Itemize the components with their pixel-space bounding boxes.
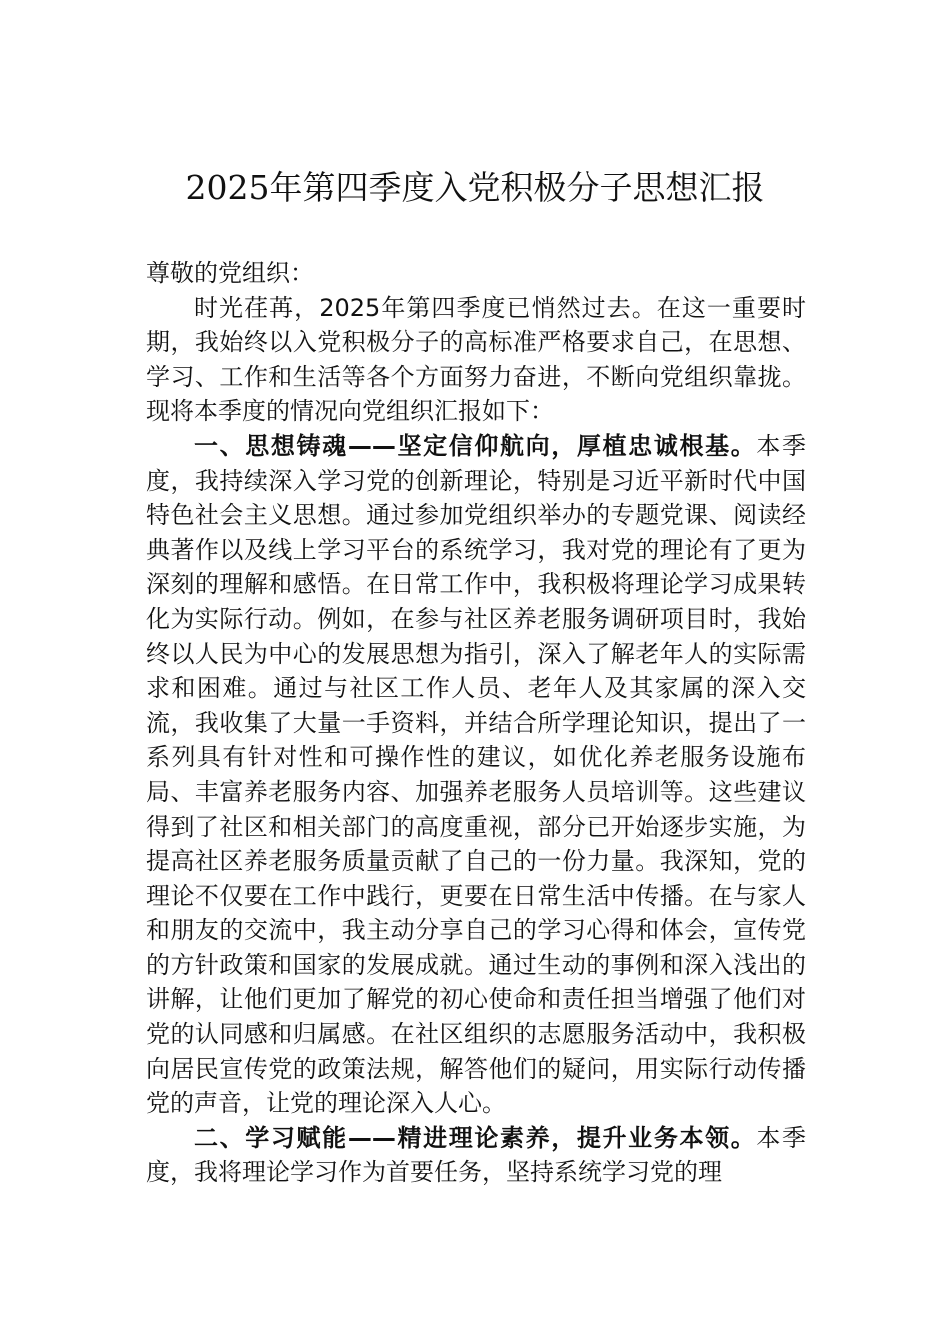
section-heading: 一、思想铸魂——坚定信仰航向，厚植忠诚根基。 [194,431,757,460]
section-two-paragraph [146,1121,806,1190]
document-title: 2025年第四季度入党积极分子思想汇报 [185,168,765,207]
salutation: 尊敬的党组织： [146,259,314,287]
paragraph-text: 时光荏苒，2025年第四季度已悄然过去。在这一重要时期，我始终以入党积极分子的高标准严格要求自己，在思想、学习、工作和生活等各个方面努力奋进，不断向党组织靠拢。现将本季度的情况向党组织汇报如下： [146,293,806,426]
section-one-paragraph [146,429,806,1121]
paragraph-text: 本季度，我将理论学习作为首要任务，坚持系统学习党的理 [146,1123,807,1187]
document-body [146,256,806,1190]
section-heading: 二、学习赋能——精进理论素养，提升业务本领。 [194,1123,757,1152]
intro-paragraph [146,291,806,429]
paragraph-text: 本季度，我持续深入学习党的创新理论，特别是习近平新时代中国特色社会主义思想。通过参加党组织举办的专题党课、阅读经典著作以及线上学习平台的系统学习，我对党的理论有了更为深刻的理解和感悟。在日常工作中，我积极将理论学习成果转化为实际行动。例如，在参与社区养老服务调研项目时，我始终以人民为中心的发展思想为指引，深入了解老年人的实际需求和困难。通过与社区工作人员、老年人及其家属的深入交流，我收集了大量一手资料，并结合所学理论知识，提出了一系列具有针对性和可操作性的建议，如优化养老服务设施布局、丰富养老服务内容、加强养老服务人员培训等。这些建议得到了社区和相关部门的高度重视，部分已开始逐步实施，为提高社区养老服务质量贡献了自己的一份力量。我深知，党的理论不仅要在工作中践行，更要在日常生活中传播。在与家人和朋友的交流中，我主动分享自己的学习心得和体会，宣传党的方针政策和国家的发展成就。通过生动的事例和深入浅出的讲解，让他们更加了解党的初心使命和责任担当增强了他们对党的认同感和归属感。在社区组织的志愿服务活动中，我积极向居民宣传党的政策法规，解答他们的疑问，用实际行动传播党的声音，让党的理论深入人心。 [146,431,807,1118]
